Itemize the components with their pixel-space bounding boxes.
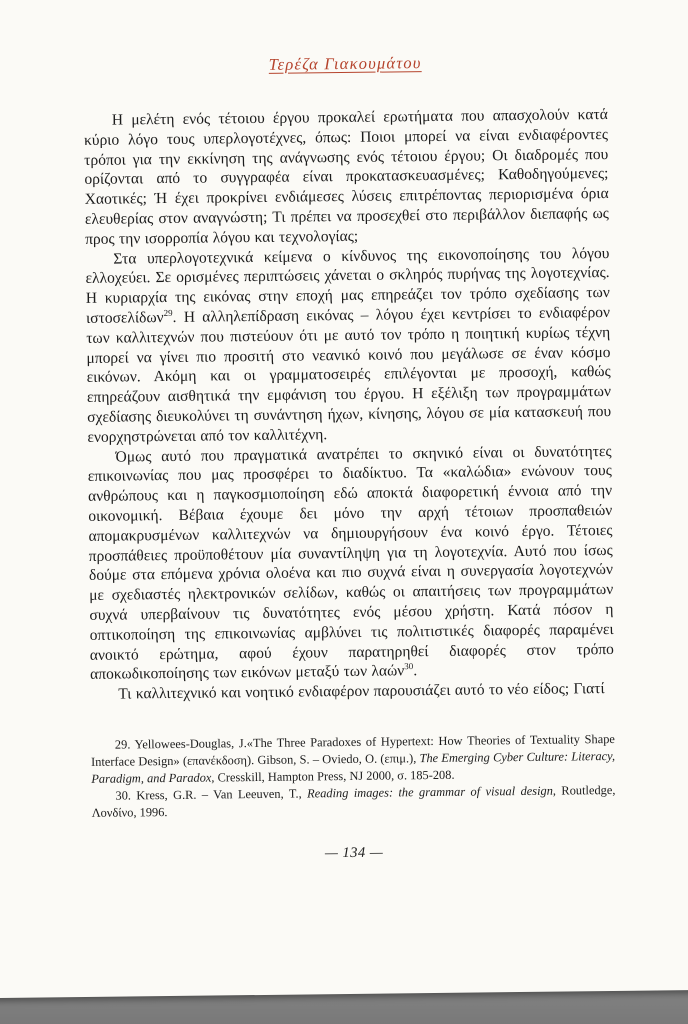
footnote-29-text-a: 29. Yellowees-Douglas, J.«The Three Paradoxes of Hypertext: How Theories of Textuality Shape Interface Design» (επανέκδοση). Gibson, S. – Oviedo, O. (επιμ.), (90, 731, 615, 769)
footnote-29-book-title: The Emerging Cyber Culture: Literacy, Paradigm, and Paradox (91, 748, 616, 786)
footnote-ref-30: 30 (404, 661, 414, 672)
footnote-29-text-b: , Cresskill, Hampton Press, NJ 2000, σ. 185-208. (211, 767, 455, 785)
author-name: Τερέζα Γιακουμάτου (268, 53, 422, 74)
paragraph-3-text-b: . (413, 662, 418, 680)
document-body (84, 105, 615, 705)
paragraph-2-text-a: Στα υπερλογοτεχνικά κείμενα ο κίνδυνος της εικονοποίησης του λόγου ελλοχεύει. Σε ορισμένες περιπτώσεις χάνεται ο σκληρός πυρήνας της λογοτεχνίας. Η κυριαρχία της εικόνας στην εποχή μας επηρεάζει τον τρόπο σχεδίασης των ιστοσελίδων (85, 244, 610, 327)
paragraph-2 (85, 244, 611, 448)
footnote-ref-29: 29 (163, 307, 173, 318)
footnote-30-text-a: 30. Kress, G.R. – Van Leeuven, T., (115, 786, 308, 803)
footnote-30-text-b: , Routledge, Λονδίνο, 1996. (91, 782, 616, 820)
page-number: — 134 — (324, 844, 384, 862)
paragraph-1: Η μελέτη ενός τέτοιου έργου προκαλεί ερωτήματα που απασχολούν κατά κύριο λόγο τους υπερλογοτέχνες, όπως: Ποιοι μπορεί να είναι ενδιαφέροντες τρόποι για την εκκίνηση της ανάγνωσης ενός τέτοιου έργου; Οι διαδρομές που ορίζονται από το συγγραφέα είναι προκατασκευασμένες; Καθοδηγούμενες; Χαοτικές; Ή έχει προκρίνει ενδιάμεσες λύσεις επιτρέποντας περιορισμένα όρια ελευθερίας στον αναγνώστη; Τι πρέπει να προσεχθεί στο περιβάλλον διεπαφής ως προς την ισορροπία λόγου και τεχνολογίας; (83, 105, 609, 248)
paragraph-3 (88, 442, 615, 685)
footnotes-section (91, 731, 616, 822)
paragraph-3-text-a: Όμως αυτό που πραγματικά ανατρέπει το σκηνικό είναι οι δυνατότητες επικοινωνίας που μας προσφέρει το διαδίκτυο. Τα «καλώδια» ενώνουν τους ανθρώπους και η παγκοσμιοποίηση εδώ αποκτά διαφορετική έννοια από την οικονομική. Βέβαια έχουμε δει μόνο την αρχή τέτοιων προσπαθειών απομακρυσμένων καλλιτεχνών να δημιουργήσουν ένα κοινό έργο. Τέτοιες προσπάθειες προϋποθέτουν μία συναντίληψη για τη λογοτεχνία. Αυτό που ίσως δούμε στα επόμενα χρόνια ολοένα και πιο συχνά είναι η συνεργασία λογοτεχνών με σχεδιαστές ηλεκτρονικών σελίδων, καθώς οι απαιτήσεις των προγραμμάτων συχνά υπερβαίνουν τις δυνατότητες ενός μέσου χρήστη. Κατά πόσον η οπτικοποίηση της επικοινωνίας αμβλύνει τις πολιτιστικές διαφορές παραμένει ανοικτό ερώτημα, αφού έχουν παρατηρηθεί διαφορές στον τρόπο αποκωδικοποίησης των εικόνων μεταξύ των λαών (87, 442, 614, 684)
footnote-29 (91, 731, 616, 788)
paragraph-4: Τι καλλιτεχνικό και νοητικό ενδιαφέρον παρουσιάζει αυτό το νέο είδος; Γιατί (118, 680, 605, 703)
footnote-30 (91, 782, 615, 822)
paragraph-2-text-b: . Η αλληλεπίδραση εικόνας – λόγου έχει κεντρίσει το ενδιαφέρον των καλλιτεχνών που πιστεύουν ότι με αυτό τον τρόπο η ποιητική κυρίως τέχνη μπορεί να γίνει πιο προσιτή στο νεανικό κοινό που μεγάλωσε σε έναν κόσμο εικόνων. Ακόμη και οι γραμματοσειρές επιλέγονται με προσοχή, καθώς επηρεάζουν αισθητικά την εμφάνιση του έργου. Η εξέλιξη των προγραμμάτων σχεδίασης διευκολύνει τη συνάντηση ήχων, κίνησης, λόγου σε μία κατασκευή που ενορχηστρώνεται από τον καλλιτέχνη. (86, 303, 612, 446)
footnote-30-book-title: Reading images: the grammar of visual design (307, 783, 553, 801)
page-header (83, 51, 607, 77)
